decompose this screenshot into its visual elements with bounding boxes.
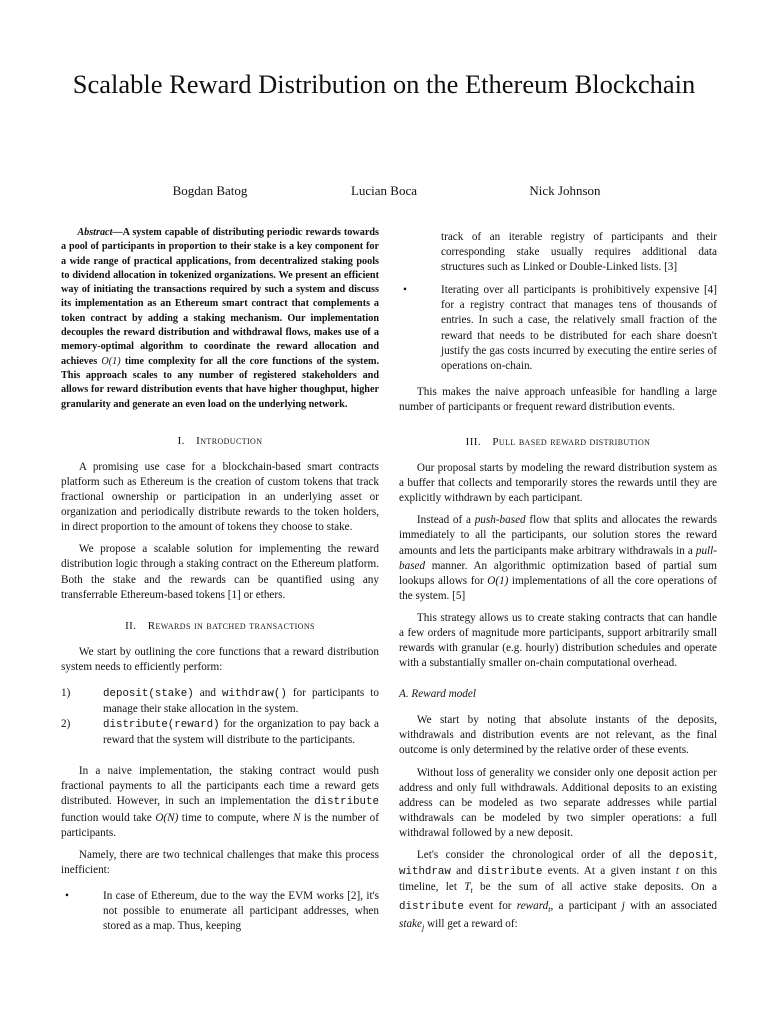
pull-text: Instead of a: [416, 514, 475, 527]
right-column: [399, 230, 717, 935]
reward-paragraph-1: We start by noting that absolute instants of the deposits, withdrawals and distribution events are not relevant, as the final outcome is only determined by the relative order of these events.: [399, 714, 717, 757]
code-withdraw-inline: withdraw: [399, 866, 451, 879]
reward-text: , a participant: [550, 899, 622, 912]
code-deposit-inline: deposit: [668, 850, 715, 862]
naive-text: is the number of participants.: [61, 811, 379, 839]
challenges-paragraph: Namely, there are two technical challenges that make this process inefficient:: [61, 848, 379, 876]
math-o-1: O(1): [487, 574, 509, 587]
list-number: 1): [61, 686, 71, 699]
section-heading-batched: II. Rewards in batched transactions: [125, 619, 315, 632]
reward-paragraph-2: Without loss of generality we consider only one deposit action per address and only full withdrawals. Additional deposits to an existing address can be modeled as two separate addresses while partial withdrawals can be modeled by two simpler operations: a full withdrawal followed by a new deposit.: [399, 766, 717, 839]
list-mid-text: and: [193, 686, 223, 699]
bullet: •: [65, 889, 69, 902]
reward-text: Let's consider the chronological order of all the: [416, 849, 669, 861]
reward-paragraph-3: [399, 848, 717, 935]
reward-text: will get a reward of:: [424, 917, 518, 930]
bullet: •: [403, 284, 407, 297]
author-1: Bogdan Batog: [172, 183, 248, 198]
pull-text: implementations of all the core operations of the system. [5]: [399, 574, 717, 602]
list-item: [61, 717, 379, 748]
list-text: for participants to manage their stake allocation in the system.: [103, 686, 379, 715]
code-distribute-inline: distribute: [314, 796, 379, 809]
reward-text: ,: [714, 849, 717, 861]
naive-text: function would take: [61, 811, 156, 824]
math-t: t: [675, 865, 680, 878]
batched-intro: We start by outlining the core functions that a reward distribution system needs to efficiently perform:: [61, 645, 379, 673]
core-functions-list: [61, 686, 379, 748]
challenges-list-continued: [399, 230, 717, 374]
abstract-text: A system capable of distributing periodic rewards towards a pool of participants in proportion to their stake is a key component for a wide range of practical applications, from decentralized staking pools to dividend allocation in tokenized organizations. We present an efficient way of initiating the transactions required by such a system and discuss its implementation as an Ethereum smart contract that complements a token contract by adding a staking mechanism. Our implementation decouples the reward distribution and withdrawal flows, makes use of a memory-optimal algorithm to coordinate the reward allocation and achieves: [61, 227, 379, 367]
math-subscript: j: [422, 923, 425, 933]
code-distribute: distribute(reward): [103, 719, 220, 732]
naive-text: In a naive implementation, the staking contract would push fractional payments to all the participants each time a reward gets distributed. However, in such an implementation the: [61, 765, 379, 808]
math-T: T: [464, 881, 471, 894]
reward-text: events. At a given instant: [542, 865, 676, 878]
pull-text: flow that splits and allocates the rewards immediately to all the participants, our solution stores the reward amounts and lets the participants make arbitrary withdrawals in a: [399, 514, 718, 557]
subsection-heading-reward-model: A. Reward model: [399, 688, 476, 701]
abstract-text-2: time complexity for all the core functions of the system. This approach scales to any number of registered stakeholders and allows for reward distribution events that have higher thoughput, higher granularity and generate an even load on the underlying network.: [61, 355, 379, 410]
reward-text: with an associated: [624, 899, 717, 912]
math-subscript: t: [548, 904, 551, 914]
bullet-text-continued: track of an iterable registry of participants and their corresponding stake usually requires additional data structures such as Linked or Double-Linked lists. [3]: [441, 231, 717, 274]
section-heading-pull-based: III. Pull based reward distribution: [465, 436, 651, 449]
bullet-text: In case of Ethereum, due to the way the EVM works [2], it's not possible to enumerate all participant addresses, when stored as a map. Thus, keeping: [103, 889, 379, 933]
list-item: [61, 889, 379, 934]
list-item: [399, 230, 717, 275]
list-number: 2): [61, 718, 71, 731]
reward-text: be the sum of all active stake deposits. On a: [472, 881, 717, 894]
bullet-text: Iterating over all participants is prohibitively expensive [4] for a registry contract that manages tens of thousands of entries. In such a case, the relatively small fraction of the reward that needs to be distributed for each share doesn't justify the gas costs incurred by executing the entire series of operations on-chain.: [441, 284, 717, 372]
code-distribute-inline: distribute: [477, 866, 543, 879]
list-text: for the organization to pay back a reward that the system will distribute to the participants.: [103, 718, 379, 747]
math-j: j: [621, 899, 625, 912]
paper-title: Scalable Reward Distribution on the Ethereum Blockchain: [72, 69, 696, 99]
math-n: N: [292, 811, 301, 824]
section-heading-introduction: I. Introduction: [177, 434, 263, 447]
list-item: [399, 283, 717, 374]
code-deposit: deposit(stake): [103, 687, 194, 700]
abstract-dash: —: [112, 227, 123, 238]
intro-paragraph-2: We propose a scalable solution for implementing the reward distribution logic through a staking contract on the Ethereum platform. Both the stake and the rewards can be quantified using any transferrable Ethereum-based tokens [1] or ethers.: [61, 543, 379, 601]
pull-emphasis: push-based: [474, 514, 526, 527]
reward-text: event for: [463, 899, 517, 912]
naive-paragraph: [61, 764, 379, 840]
abstract-label: Abstract: [77, 227, 113, 238]
pull-paragraph-2: [399, 513, 717, 604]
abstract: [61, 226, 379, 412]
math-stake: stake: [399, 917, 422, 930]
math-subscript: t: [470, 886, 473, 896]
left-column: [61, 226, 379, 934]
unfeasible-paragraph: This makes the naive approach unfeasible for handling a large number of participants or frequent reward distribution events.: [399, 385, 717, 413]
reward-text: on this timeline, let: [399, 865, 717, 894]
author-3: Nick Johnson: [529, 183, 601, 198]
code-withdraw: withdraw(): [222, 687, 287, 700]
intro-paragraph-1: A promising use case for a blockchain-based smart contracts platform such as Ethereum is the creation of custom tokens that track fractional ownership or participation in an underlying asset or organization and periodically distribute rewards to the token holders, in direct proportion to the amount of tokens they choose to stake.: [61, 460, 379, 534]
abstract-math: O(1): [101, 355, 121, 367]
pull-paragraph-3: This strategy allows us to create staking contracts that can handle a few orders of magnitude more participants, support arbitrarily small rewards with granular (e.g. hourly) distribution schedules and operate with a substantially smaller on-chain computational overhead.: [399, 611, 717, 670]
reward-text: and: [450, 865, 478, 878]
author-2: Lucian Boca: [350, 183, 418, 198]
challenges-list: [61, 889, 379, 934]
code-distribute-inline: distribute: [399, 900, 464, 913]
pull-text: manner. An algorithmic optimization based of partial sum lookups allows for: [399, 559, 717, 587]
pull-emphasis: pull-based: [399, 544, 717, 572]
pull-paragraph-1: Our proposal starts by modeling the reward distribution system as a buffer that collects and temporarily stores the rewards until they are explicitly withdrawn by each participant.: [399, 462, 717, 505]
naive-text: time to compute, where: [178, 811, 293, 824]
list-item: [61, 686, 379, 717]
math-reward: reward: [516, 899, 549, 912]
math-o-n: O(N): [155, 811, 179, 824]
